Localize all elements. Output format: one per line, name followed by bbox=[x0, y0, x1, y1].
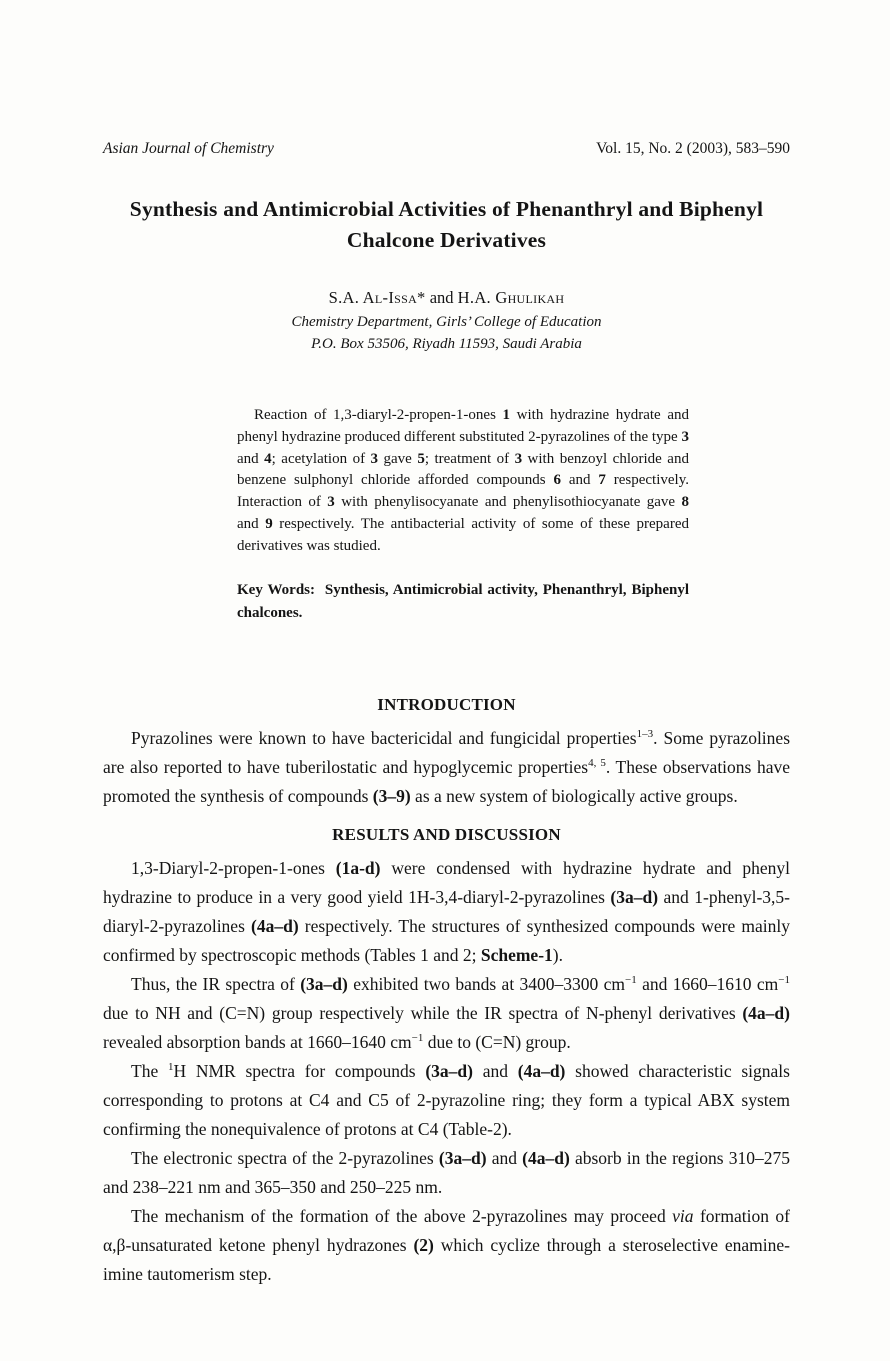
section-heading-results: RESULTS AND DISCUSSION bbox=[332, 824, 561, 844]
introduction-paragraph-1: Pyrazolines were known to have bactericidal and fungicidal properties$^{1-3}$. Some pyrazolines are also reported to have tuberilostatic and hypoglycemic properties$^{4, 5}$. These observations have promoted the synthesis of compounds (3–9) as a new system of biologically active groups. bbox=[103, 727, 790, 806]
results-paragraph-3: The $^1$H NMR spectra for compounds (3a–d) and (4a–d) showed characteristic signals corresponding to protons at C4 and C5 of 2-pyrazoline ring; they form a typical ABX system confirming the nonequivalence of protons at C4 (Table-2). bbox=[103, 1060, 790, 1139]
journal-name: Asian Journal of Chemistry bbox=[103, 140, 274, 157]
keywords-paragraph: Key Words: Synthesis, Antimicrobial activity, Phenanthryl, Biphenyl chalcones. bbox=[237, 581, 689, 621]
author-connector: and bbox=[429, 288, 454, 307]
affiliation-line-2: P.O. Box 53506, Riyadh 11593, Saudi Arabia bbox=[311, 336, 582, 352]
running-header bbox=[103, 140, 790, 158]
abstract-paragraph: Reaction of 1,3-diaryl-2-propen-1-ones 1 with hydrazine hydrate and phenyl hydrazine produced different substituted 2-pyrazolines of the type 3 and 4; acetylation of 3 gave 5; treatment of 3 with benzoyl chloride and benzene sulphonyl chloride afforded compounds 6 and 7 respectively. Interaction of 3 with phenylisocyanate and phenylisothiocyanate gave 8 and 9 respectively. The antibacterial activity of some of these prepared derivatives was studied. bbox=[237, 407, 690, 554]
author-2: H.A. Ghulikah bbox=[457, 288, 565, 307]
results-paragraph-4: The electronic spectra of the 2-pyrazolines (3a–d) and (4a–d) absorb in the regions 310–275 and 238–221 nm and 365–350 and 250–225 nm. bbox=[103, 1147, 790, 1197]
volume-issue-pages: Vol. 15, No. 2 (2003), 583–590 bbox=[596, 140, 790, 157]
results-paragraph-2: Thus, the IR spectra of (3a–d) exhibited two bands at 3400–3300 $cm^{-1}$ and 1660–1610 $cm^{-1}$ due to NH and (C=N) group respectively while the IR spectra of N-phenyl derivatives (4a–d) revealed absorption bands at 1660–1640 $cm^{-1}$ due to (C=N) group. bbox=[103, 973, 790, 1052]
results-paragraph-5: The mechanism of the formation of the above 2-pyrazolines may proceed via formation of α,β-unsaturated ketone phenyl hydrazones (2) which cyclize through a steroselective enamine-imine tautomerism step. bbox=[103, 1205, 790, 1284]
section-heading-introduction: INTRODUCTION bbox=[377, 694, 516, 714]
affiliation-line-1: Chemistry Department, Girls’ College of Education bbox=[291, 314, 602, 330]
article-title: Synthesis and Antimicrobial Activities of Phenanthryl and Biphenyl Chalcone Derivatives bbox=[129, 197, 764, 252]
authors-line bbox=[103, 288, 790, 308]
results-paragraph-1: 1,3-Diaryl-2-propen-1-ones (1a-d) were condensed with hydrazine hydrate and phenyl hydrazine to produce in a very good yield 1H-3,4-diaryl-2-pyrazolines (3a–d) and 1-phenyl-3,5-diaryl-2-pyrazolines (4a–d) respectively. The structures of synthesized compounds were mainly confirmed by spectroscopic methods (Tables 1 and 2; Scheme-1). bbox=[103, 857, 790, 965]
author-1: S.A. Al-Issa* bbox=[328, 288, 426, 307]
